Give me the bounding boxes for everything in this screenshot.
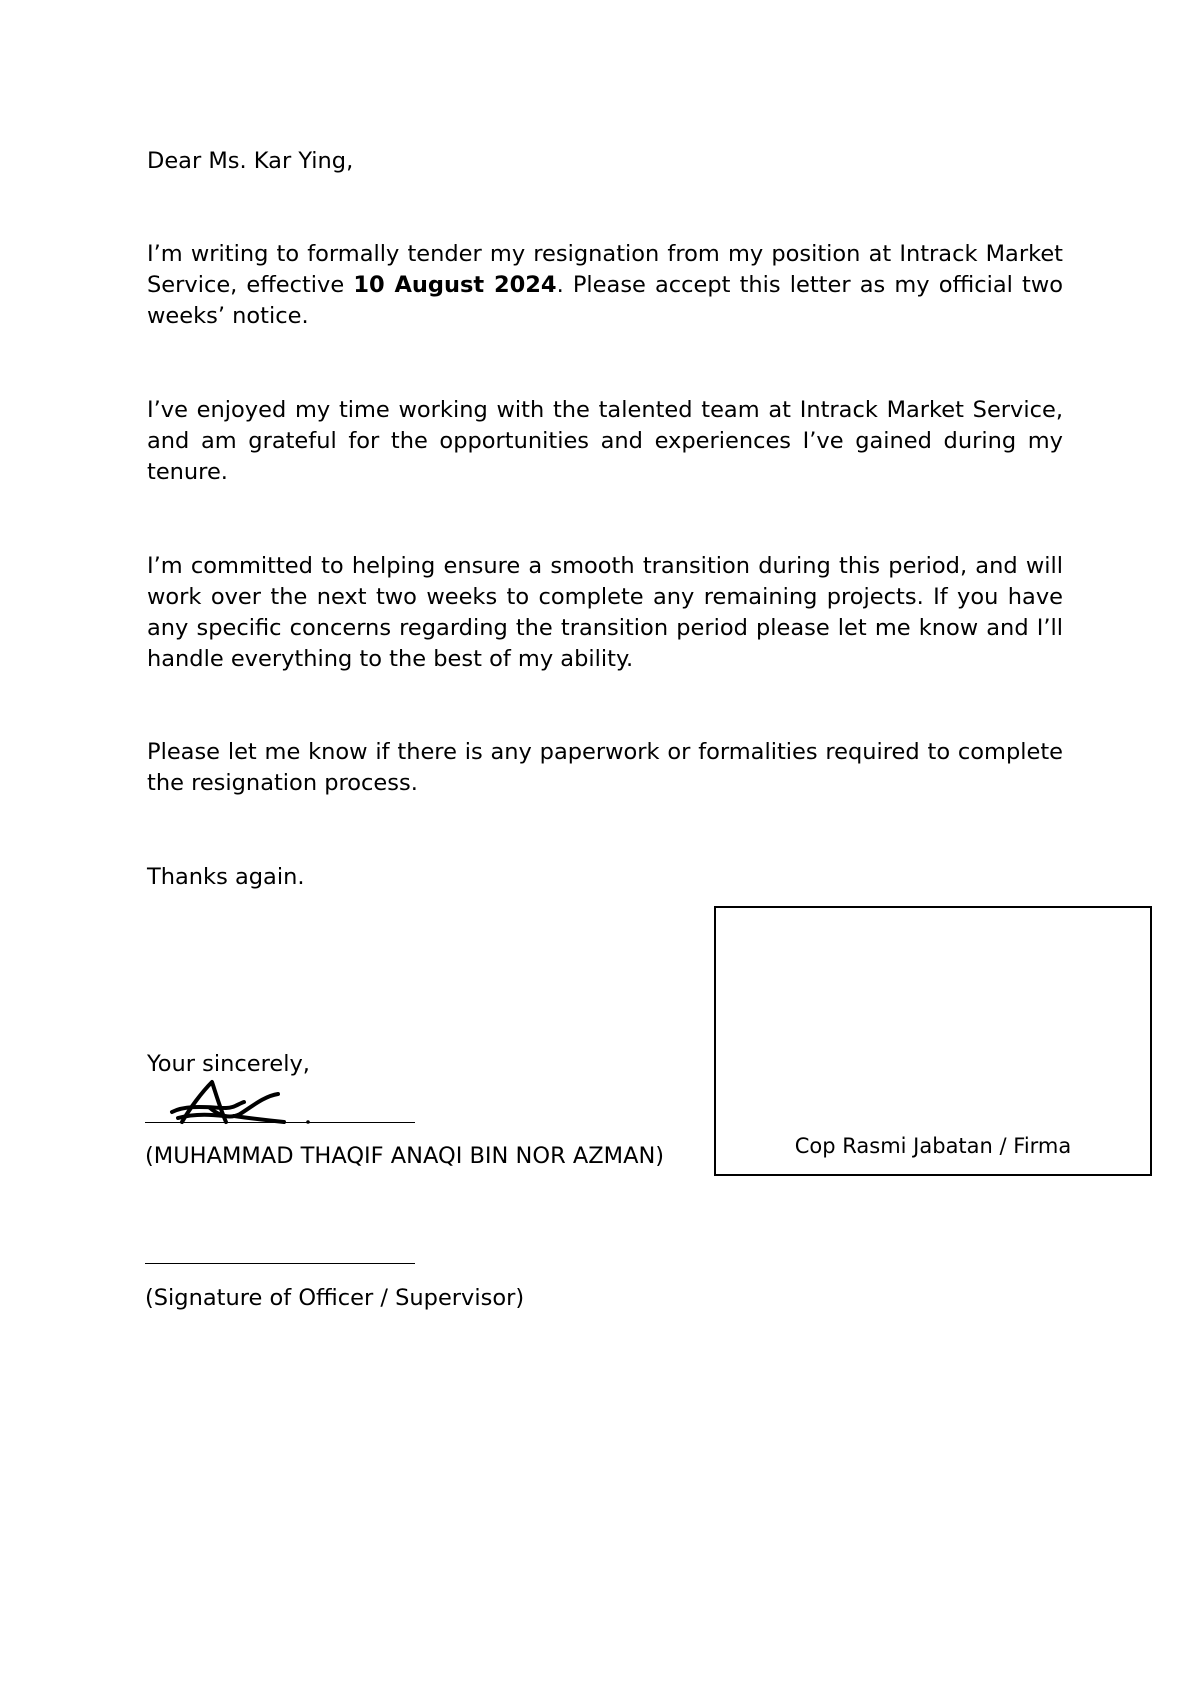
salutation: Dear Ms. Kar Ying, xyxy=(147,148,354,174)
closing: Your sincerely, xyxy=(147,1051,310,1077)
handwritten-signature xyxy=(168,1078,318,1126)
effective-date: 10 August 2024 xyxy=(353,272,557,298)
thanks-line: Thanks again. xyxy=(147,864,305,890)
paragraph-transition: I’m committed to helping ensure a smooth transition during this period, and will work over the next two weeks to complete any remaining projects. If you have any specific concerns regarding the transition period please let me know and I’ll handle everything to the best of my ability. xyxy=(147,553,1063,672)
signature-line xyxy=(145,1122,415,1123)
stamp-label: Cop Rasmi Jabatan / Firma xyxy=(794,1134,1072,1158)
signatory-name: (MUHAMMAD THAQIF ANAQI BIN NOR AZMAN) xyxy=(145,1143,665,1169)
paragraph-resignation-notice-text-end: . Please accept this letter as my official two weeks’ notice. xyxy=(147,272,1063,329)
paragraph-paperwork: Please let me know if there is any paperwork or formalities required to complete the resignation process. xyxy=(147,739,1063,796)
official-stamp-box xyxy=(714,906,1152,1176)
officer-signature-line xyxy=(145,1263,415,1264)
paragraph-resignation-notice-text-start: I’m writing to formally tender my resignation from my position at Intrack Market Service, effective xyxy=(147,241,1063,298)
officer-signature-label: (Signature of Officer / Supervisor) xyxy=(145,1285,525,1311)
paragraph-resignation-notice xyxy=(147,239,1063,332)
paragraph-appreciation: I’ve enjoyed my time working with the talented team at Intrack Market Service, and am grateful for the opportunities and experiences I’ve gained during my tenure. xyxy=(147,397,1063,485)
